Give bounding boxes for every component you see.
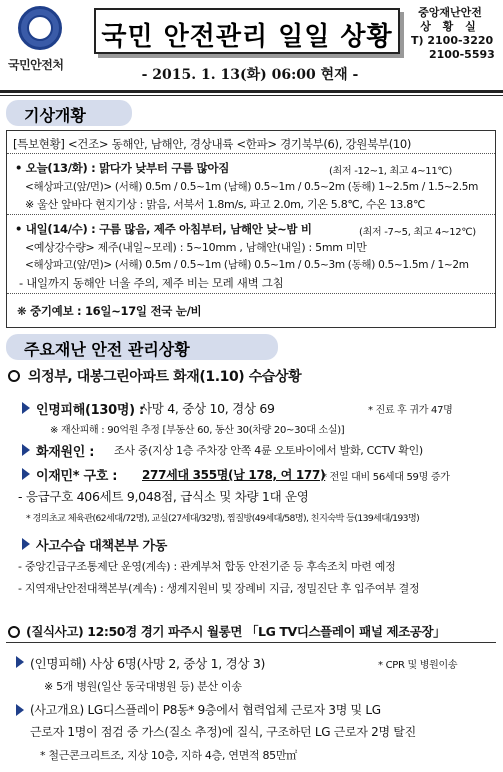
weather-box xyxy=(6,130,496,328)
incident1-casualty-label: 인명피해(130명) : xyxy=(36,403,144,418)
incident2-summary1: (사고개요) LG디스플레이 P8동* 9층에서 협력업체 근로자 3명 및 LG xyxy=(30,703,381,717)
incident2-summary2: 근로자 1명이 점검 중 가스(질소 추정)에 질식, 구조하던 LG 근로자 2명 탈진 xyxy=(30,725,416,739)
dotted-divider xyxy=(7,293,495,294)
today-wave: <해상파고(앞/먼)> (서해) 0.5m / 0.5~1m (남해) 0.5~1m / 0.5~2m (동해) 1~2.5m / 1.5~2.5m xyxy=(25,181,479,193)
incident2-building: * 철근콘크리트조, 지상 10층, 지하 4층, 연면적 85만㎡ xyxy=(40,749,297,762)
incident2-divider xyxy=(6,642,496,643)
disaster-section-header xyxy=(6,334,278,360)
incident1-hq-line2: - 지역재난안전대책본부(계속) : 생계지원비 및 장례비 지급, 정밀진단 후 입주여부 결정 xyxy=(18,582,420,595)
mid-term-forecast: ❋ 중기예보 : 16일~17일 전국 눈/비 xyxy=(17,304,202,318)
seal-inner-ring xyxy=(27,15,53,41)
bullet-triangle-icon xyxy=(22,538,30,550)
incident1-casualty-side: * 진료 후 귀가 47명 xyxy=(368,405,453,416)
bullet-circle-icon xyxy=(8,370,20,382)
incident1-cause-label: 화재원인 : xyxy=(36,445,95,460)
incident1-shelter: * 경의초교 체육관(62세대/72명), 교실(27세대/32명), 찜질방(49세대/58명), 친지숙박 등(139세대/193명) xyxy=(26,513,420,524)
tomorrow-rain: <예상강수량> 제주(내일~모레) : 5~10mm , 남해안(내일) : 5mm 미만 xyxy=(25,241,367,254)
incident1-cause-detail: 조사 중(지상 1층 주차장 안쪽 4륜 오토바이에서 발화, CCTV 확인) xyxy=(114,444,423,457)
hq-info xyxy=(405,6,495,62)
header-divider-thin xyxy=(0,95,503,96)
bullet-triangle-icon xyxy=(22,444,30,456)
incident1-evac-side: * 전일 대비 56세대 59명 증가 xyxy=(322,472,450,483)
disaster-section-title: 주요재난 안전 관리상황 xyxy=(24,340,190,359)
incident1-casualty-detail: 사망 4, 중상 10, 경상 69 xyxy=(140,401,275,416)
today-title: • 오늘(13/화) : 맑다가 낮부터 구름 많아짐 xyxy=(15,161,230,175)
hq-name: 중앙재난안전 xyxy=(418,6,482,19)
incident1-title: 의정부, 대봉그린아파트 화재(1.10) 수습상황 xyxy=(28,369,302,385)
incident1-evac-label: 이재민* 구호 : xyxy=(36,469,118,484)
weather-section-title: 기상개황 xyxy=(24,106,86,125)
incident1-relief: - 응급구호 406세트 9,048점, 급식소 및 차량 1대 운영 xyxy=(18,489,309,504)
report-date: - 2015. 1. 13(화) 06:00 현재 - xyxy=(141,67,359,83)
incident1-hq-label: 사고수습 대책본부 가동 xyxy=(36,539,168,554)
government-seal-icon xyxy=(18,6,62,50)
title-box xyxy=(94,8,400,54)
report-title: 국민 안전관리 일일 상황 xyxy=(101,22,393,52)
bullet-triangle-icon xyxy=(16,704,24,716)
dotted-divider xyxy=(7,214,495,215)
incident1-property: ※ 재산피해 : 90억원 추정 [부동산 60, 동산 30(차량 20~30대 소실)] xyxy=(50,425,345,436)
report-header xyxy=(0,0,503,88)
incident2-hospital: ※ 5개 병원(일산 동국대병원 등) 분산 이송 xyxy=(44,680,242,693)
hq-role: 상 황 실 xyxy=(420,20,480,33)
incident2-casualty-side: * CPR 및 병원이송 xyxy=(378,660,458,671)
tomorrow-title: • 내일(14/수) : 구름 많음, 제주 아침부터, 남해안 낮~밤 비 xyxy=(15,222,312,236)
weather-section-header xyxy=(6,100,132,126)
incident2-title: (질식사고) 12:50경 경기 파주시 월롱면 「LG TV디스플레이 패널 제조공장」 xyxy=(26,624,446,639)
bullet-circle-icon xyxy=(8,626,20,638)
bullet-triangle-icon xyxy=(22,468,30,480)
incident2-casualty: (인명피해) 사상 6명(사망 2, 중상 1, 경상 3) xyxy=(30,656,266,671)
weather-special: [특보현황] <건조> 동해안, 남해안, 경상내륙 <한파> 경기북부(6), 강원북부(10) xyxy=(13,137,412,151)
tomorrow-note: - 내일까지 동해안 너울 주의, 제주 비는 모레 새벽 그침 xyxy=(19,276,284,290)
today-temp: (최저 -12~1, 최고 4~11℃) xyxy=(329,166,452,177)
tomorrow-temp: (최저 -7~5, 최고 4~12℃) xyxy=(359,227,476,238)
bullet-triangle-icon xyxy=(22,402,30,414)
incident1-evac-detail: 277세대 355명(남 178, 여 177) xyxy=(142,468,326,482)
header-divider xyxy=(0,90,503,93)
bullet-triangle-icon xyxy=(16,656,24,668)
today-ulsan: ※ 울산 앞바다 현지기상 : 맑음, 서북서 1.8m/s, 파고 2.0m, 기온 5.8℃, 수온 13.8℃ xyxy=(25,198,426,211)
incident1-hq-line1: - 중앙긴급구조통제단 운영(계속) : 관계부처 합동 안전기준 등 후속조치 마련 예정 xyxy=(18,560,396,573)
contact-tel: T) 2100-3220 xyxy=(411,34,494,47)
dotted-divider xyxy=(7,153,495,154)
tomorrow-wave: <해상파고(앞/먼)> (서해) 0.5m / 0.5~1m (남해) 0.5~1m / 0.5~3m (동해) 0.5~1.5m / 1~2m xyxy=(25,259,469,271)
org-name: 국민안전처 xyxy=(8,58,64,72)
contact-fax: 2100-5593 xyxy=(429,48,495,61)
